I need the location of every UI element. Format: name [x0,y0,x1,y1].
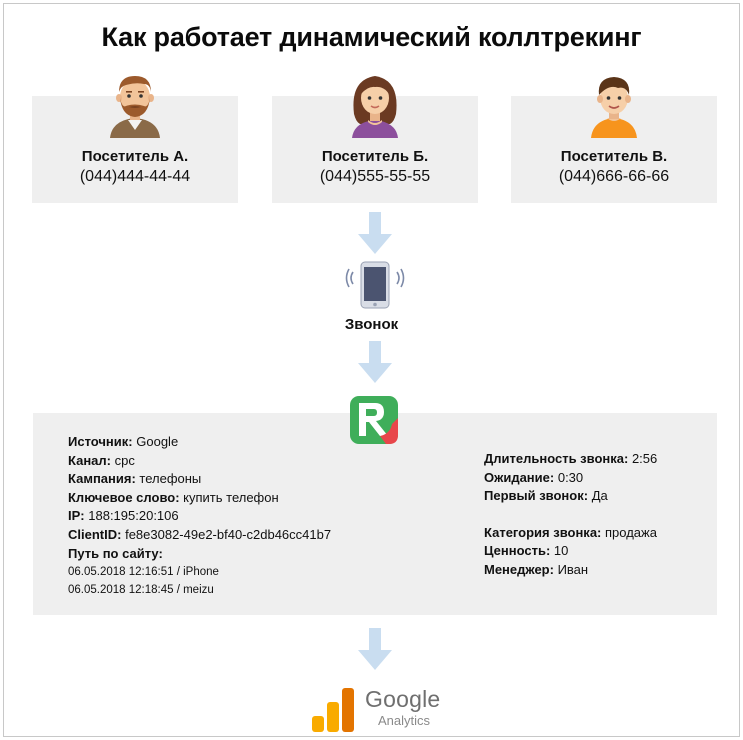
spacer [484,506,657,524]
detail-row-ip: IP: 188:195:20:106 [68,508,179,524]
path-entry: 06.05.2018 12:18:45 / meizu [68,584,214,597]
rs-logo-icon [350,396,398,444]
page-title: Как работает динамический коллтрекинг [101,22,642,52]
detail-row-duration: Длительность звонка: 2:56 [484,451,658,466]
detail-row-source: Источник: Google [68,434,179,449]
detail-row-manager: Менеджер: Иван [484,561,589,577]
visitor-card-a [32,96,238,203]
detail-row-clientid: ClientID: fe8e3082-49e2-bf40-c2db46cc41b7 [68,526,332,542]
detail-row-path: Путь по сайту: [68,545,163,561]
visitor-phone: (044)666-66-66 [558,168,670,185]
down-arrow-icon [358,628,392,670]
visitor-name: Посетитель Б. [321,148,429,165]
visitor-name: Посетитель В. [560,148,668,165]
detail-row-keyword: Ключевое слово: купить телефон [68,489,279,505]
detail-row-channel: Канал: cpc [68,452,135,468]
ga-product-text: Analytics [378,713,431,728]
visitor-card-c [511,96,717,203]
smartphone-ringing-icon [345,258,405,310]
call-label: Звонок [344,316,399,333]
detail-row-campaign: Кампания: телефоны [68,471,202,487]
detail-row-wait: Ожидание: 0:30 [484,469,584,485]
visitor-phone: (044)555-55-55 [319,168,431,185]
path-entry: 06.05.2018 12:16:51 / iPhone [68,566,219,579]
down-arrow-icon [358,212,392,254]
visitor-card-b [272,96,478,203]
ga-brand-text: Google [365,686,441,712]
man-beard-avatar-icon [106,70,164,138]
detail-row-value: Ценность: 10 [484,543,569,559]
woman-avatar-icon [346,70,404,138]
google-analytics-logo [312,686,462,732]
visitor-name: Посетитель А. [81,148,189,165]
boy-avatar-icon [585,70,643,138]
detail-row-category: Категория звонка: продажа [484,524,657,540]
analytics-bars-icon [312,688,358,732]
details-left-column [68,433,331,599]
details-right-column [484,450,657,580]
down-arrow-icon [358,341,392,383]
visitor-phone: (044)444-44-44 [79,168,191,185]
detail-row-first-call: Первый звонок: Да [484,488,608,504]
